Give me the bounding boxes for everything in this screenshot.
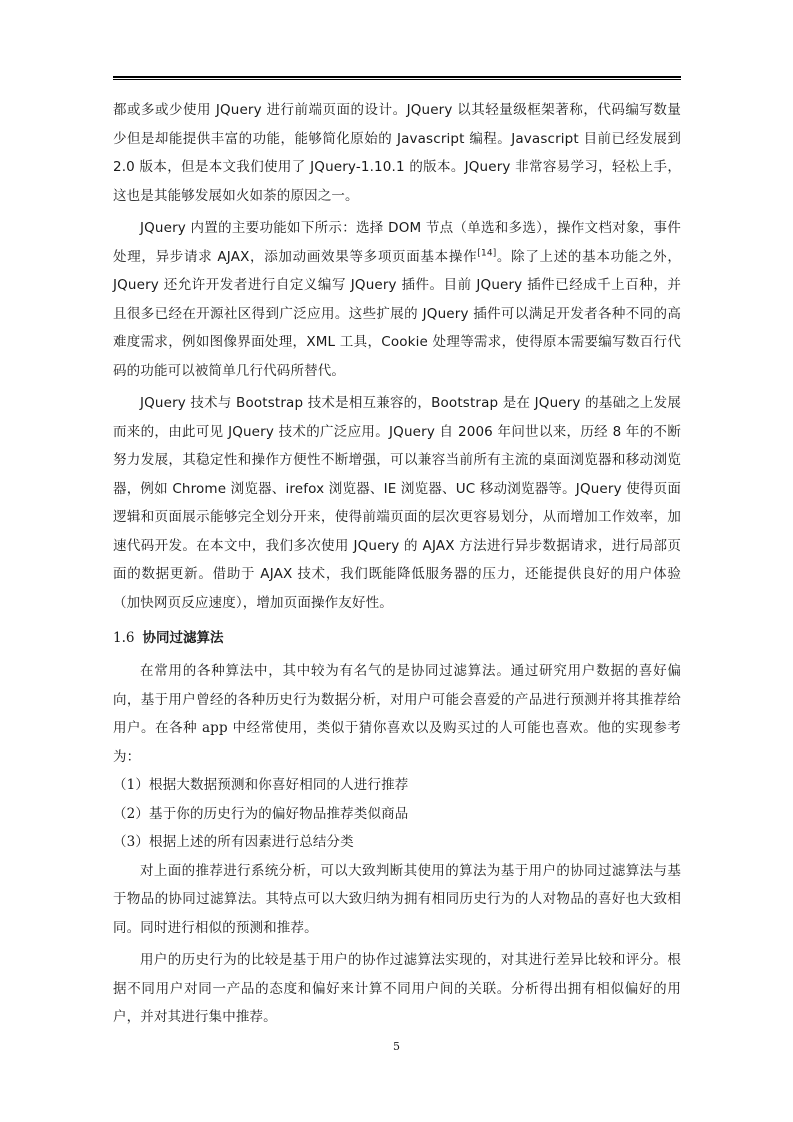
list-item: （3）根据上述的所有因素进行总结分类: [113, 834, 354, 850]
paragraph-jquery-bootstrap: JQuery 技术与 Bootstrap 技术是相互兼容的，Bootstrap 是在 JQuery 的基础之上发展而来的，由此可见 JQuery 技术的广泛应用。JQuery 自 2006 年问世以来，历经 8 年的不断努力发展，其稳定性和操作方便性不断增强，可以兼容当前所有主流的桌面浏览器和移动浏览器，例如 Chrome 浏览器、irefox 浏览器、IE 浏览器、UC 移动浏览器等。JQuery 使得页面逻辑和页面展示能够完全划分开来，使得前端页面的层次更容易划分，从而增加工作效率，加速代码开发。在本文中，我们多次使用 JQuery 的 AJAX 方法进行异步数据请求，进行局部页面的数据更新。借助于 AJAX 技术，我们既能降低服务器的压力，还能提供良好的用户体验（加快网页反应速度），增加页面操作友好性。: [113, 395, 681, 611]
section-heading: [113, 623, 681, 653]
paragraph-cf-analysis: 对上面的推荐进行系统分析，可以大致判断其使用的算法为基于用户的协同过滤算法与基于物品的协同过滤算法。其特点可以大致归纳为拥有相同历史行为的人对物品的喜好也大致相同。同时进行相似的预测和推荐。: [113, 862, 681, 936]
section-number: 1.6: [113, 630, 135, 646]
paragraph-jquery-features: [113, 214, 681, 385]
section-title: 协同过滤算法: [142, 630, 224, 646]
paragraph-jquery-features-part1: JQuery 内置的主要功能如下所示：选择 DOM 节点（单选和多选），操作文档对象，事件处理，异步请求 AJAX，添加动画效果等多项页面基本操作: [113, 220, 681, 265]
paragraph-jquery-intro: 都或多或少使用 JQuery 进行前端页面的设计。JQuery 以其轻量级框架著称，代码编写数量少但是却能提供丰富的功能，能够简化原始的 Javascript 编程。Javascript 目前已经发展到 2.0 版本，但是本文我们使用了 JQuery-1.10.1 的版本。JQuery 非常容易学习，轻松上手，这也是其能够发展如火如荼的原因之一。: [113, 102, 681, 204]
citation-ref: [14]: [477, 248, 497, 258]
paragraph-cf-intro: 在常用的各种算法中，其中较为有名气的是协同过滤算法。通过研究用户数据的喜好偏向，基于用户曾经的各种历史行为数据分析，对用户可能会喜爱的产品进行预测并将其推荐给用户。在各种 app 中经常使用，类似于猜你喜欢以及购买过的人可能也喜欢。他的实现参考为：: [113, 663, 681, 765]
page-number: 5: [393, 1040, 400, 1053]
page-body: [113, 96, 681, 1032]
header-rule: [113, 76, 681, 80]
paragraph-jquery-features-part2: 。除了上述的基本功能之外，JQuery 还允许开发者进行自定义编写 JQuery 插件。目前 JQuery 插件已经成千上百种，并且很多已经在开源社区得到广泛应用。这些扩展的 JQuery 插件可以满足开发者各种不同的高难度需求，例如图像界面处理，XML 工具，Cookie 处理等需求，使得原本需要编写数百行代码的功能可以被简单几行代码所替代。: [113, 248, 681, 379]
list-item: （2）基于你的历史行为的偏好物品推荐类似商品: [113, 805, 409, 822]
paragraph-user-cf: 用户的历史行为的比较是基于用户的协作过滤算法实现的，对其进行差异比较和评分。根据不同用户对同一产品的态度和偏好来计算不同用户间的关联。分析得出拥有相似偏好的用户，并对其进行集中推荐。: [113, 952, 681, 1025]
list-item: （1）根据大数据预测和你喜好相同的人进行推荐: [113, 777, 409, 793]
